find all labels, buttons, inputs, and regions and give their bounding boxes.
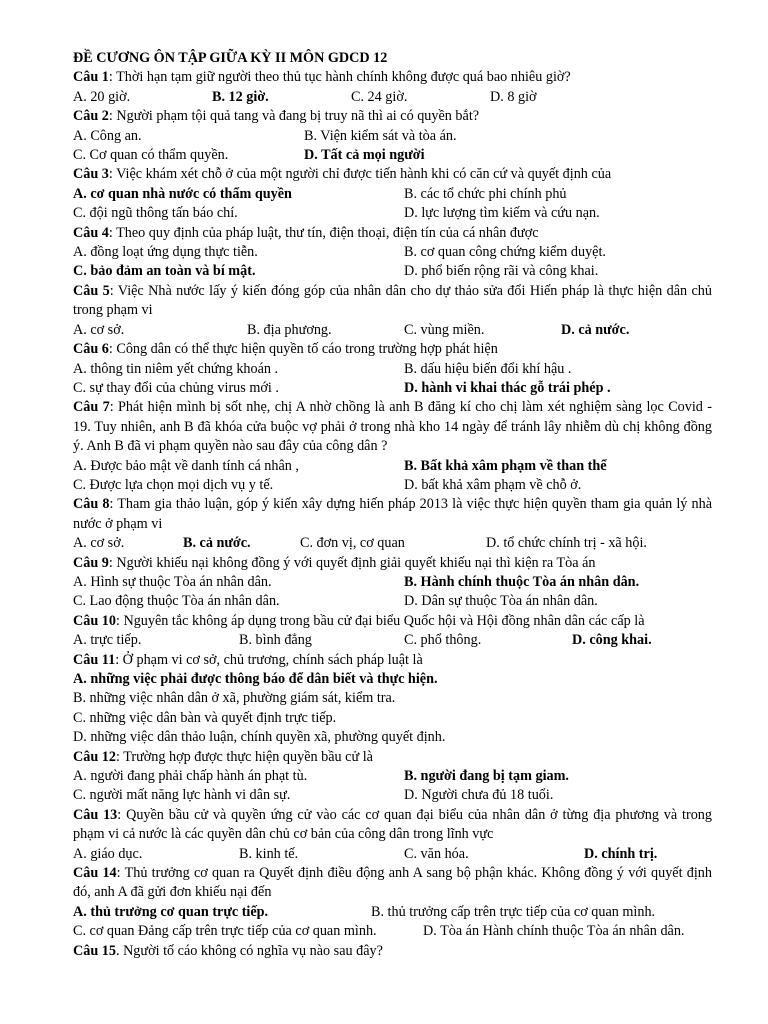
question-list <box>73 68 712 961</box>
question-number: Câu 9 <box>73 554 109 571</box>
question-number: Câu 15 <box>73 942 116 959</box>
answer-option: C. Lao động thuộc Tòa án nhân dân. <box>73 593 280 610</box>
question-stem <box>73 864 712 903</box>
answer-option: B. Viện kiểm sát và tòa án. <box>304 127 457 144</box>
answer-option-correct: B. Hành chính thuộc Tòa án nhân dân. <box>404 573 640 590</box>
question-number: Câu 12 <box>73 748 116 765</box>
answer-option-correct: B. 12 giờ. <box>212 88 269 105</box>
answer-option: D. 8 giờ <box>490 88 537 105</box>
question-stem <box>73 282 712 321</box>
answer-option: A. Công an. <box>73 127 142 144</box>
answer-option: A. Hình sự thuộc Tòa án nhân dân. <box>73 573 272 590</box>
question-number: Câu 5 <box>73 282 110 299</box>
answer-option-correct: B. người đang bị tạm giam. <box>404 768 569 785</box>
question-stem <box>73 495 712 534</box>
question-number: Câu 6 <box>73 341 109 358</box>
options-row <box>73 127 712 146</box>
question <box>73 165 712 223</box>
question <box>73 107 712 165</box>
question-text: : Thời hạn tạm giữ người theo thủ tục hành chính không được quá bao nhiêu giờ? <box>108 69 571 86</box>
answer-option: C. những việc dân bàn và quyết định trực tiếp. <box>73 709 337 726</box>
answer-option: C. đội ngũ thông tấn báo chí. <box>73 205 238 222</box>
answer-option: C. cơ quan Đảng cấp trên trực tiếp của cơ quan mình. <box>73 923 377 940</box>
options-row <box>73 767 712 786</box>
question-stem <box>73 651 712 670</box>
question-number: Câu 8 <box>73 496 110 513</box>
answer-option-correct: D. chính trị. <box>584 845 658 862</box>
answer-option: A. cơ sở. <box>73 321 125 338</box>
answer-option: B. cơ quan công chứng kiểm duyệt. <box>404 244 606 261</box>
question-number: Câu 4 <box>73 224 109 241</box>
question <box>73 282 712 340</box>
answer-option-correct: D. công khai. <box>572 632 652 649</box>
question-stem <box>73 340 712 359</box>
answer-option: C. vùng miền. <box>404 321 485 338</box>
question-stem <box>73 68 712 87</box>
answer-option-correct: A. cơ quan nhà nước có thẩm quyền <box>73 185 292 202</box>
question-number: Câu 7 <box>73 399 110 416</box>
answer-option-correct: C. bảo đảm an toàn và bí mật. <box>73 263 256 280</box>
question-text: : Người khiếu nại không đồng ý với quyết định giải quyết khiếu nại thì kiện ra Tòa án <box>108 554 596 571</box>
question-number: Câu 10 <box>73 612 116 629</box>
question-stem <box>73 748 712 767</box>
question <box>73 224 712 282</box>
answer-option: A. Được bảo mật về danh tính cá nhân , <box>73 457 299 474</box>
question-text: : Việc khám xét chỗ ở của một người chỉ được tiến hành khi có căn cứ và quyết định của <box>108 166 612 183</box>
options-row <box>73 534 712 553</box>
answer-option: A. người đang phải chấp hành án phạt tù. <box>73 768 308 785</box>
question <box>73 495 712 553</box>
options-row <box>73 845 712 864</box>
answer-option: D. lực lượng tìm kiếm và cứu nạn. <box>404 205 600 222</box>
answer-option: B. các tổ chức phi chính phủ <box>404 185 567 202</box>
answer-option: C. đơn vị, cơ quan <box>300 535 405 552</box>
answer-option-correct: D. Tất cả mọi người <box>304 147 425 164</box>
question <box>73 340 712 398</box>
question-text: . Người tố cáo không có nghĩa vụ nào sau đây? <box>115 942 383 959</box>
answer-option-correct: D. cả nước. <box>561 321 630 338</box>
question-text: : Phát hiện mình bị sốt nhẹ, chị A nhờ chồng là anh B đăng kí cho chị làm xét nghiệm sàng lọc Covid - 19. Tuy nhiên, anh B đã khóa cửa buộc vợ phải ở trong nhà kho 14 ngày để tránh lây nhiễm dù chị không đồng ý. Anh B đã vi phạm quyền nào sau đây của công dân ? <box>73 399 712 455</box>
question <box>73 748 712 806</box>
answer-option-correct: D. hành vi khai thác gỗ trái phép . <box>404 379 611 396</box>
question-stem <box>73 554 712 573</box>
answer-option: C. văn hóa. <box>404 845 469 862</box>
options-row <box>73 457 712 476</box>
options-row <box>73 321 712 340</box>
answer-option: B. kinh tế. <box>239 845 299 862</box>
options-row <box>73 903 712 922</box>
question-stem <box>73 612 712 631</box>
question-number: Câu 14 <box>73 865 117 882</box>
answer-option: A. cơ sở. <box>73 535 125 552</box>
options-row <box>73 573 712 592</box>
answer-option: C. Cơ quan có thẩm quyền. <box>73 147 229 164</box>
answer-option: A. giáo dục. <box>73 845 143 862</box>
question-number: Câu 11 <box>73 651 116 668</box>
options-row <box>73 146 712 165</box>
answer-option: D. tổ chức chính trị - xã hội. <box>486 535 647 552</box>
question <box>73 864 712 942</box>
answer-option: D. Người chưa đủ 18 tuổi. <box>404 787 554 804</box>
answer-option: C. phổ thông. <box>404 632 482 649</box>
question-stem <box>73 806 712 845</box>
options-row <box>73 379 712 398</box>
options-row <box>73 922 712 941</box>
question-text: : Công dân có thể thực hiện quyền tố cáo trong trường hợp phát hiện <box>108 341 498 358</box>
question <box>73 806 712 864</box>
options-row <box>73 476 712 495</box>
options-row <box>73 204 712 223</box>
question <box>73 398 712 495</box>
answer-option-correct: B. Bất khả xâm phạm về than thể <box>404 457 607 474</box>
question-text: : Theo quy định của pháp luật, thư tín, điện thoại, điện tín của cá nhân được <box>108 224 539 241</box>
answer-option-correct: A. thủ trưởng cơ quan trực tiếp. <box>73 903 269 920</box>
question <box>73 68 712 107</box>
document-title: ĐỀ CƯƠNG ÔN TẬP GIỮA KỲ II MÔN GDCD 12 <box>73 50 388 66</box>
options-row <box>73 360 712 379</box>
options-row <box>73 88 712 107</box>
answer-option: D. những việc dân thảo luận, chính quyền xã, phường quyết định. <box>73 729 446 746</box>
question-number: Câu 3 <box>73 166 109 183</box>
question-text: : Thủ trưởng cơ quan ra Quyết định điều động anh A sang bộ phận khác. Không đồng ý với quyết định đó, anh A đã gửi đơn khiếu nại đến <box>73 865 712 901</box>
options-row <box>73 631 712 650</box>
answer-option: A. 20 giờ. <box>73 88 131 105</box>
options-row <box>73 592 712 611</box>
options-row <box>73 243 712 262</box>
answer-option: D. Dân sự thuộc Tòa án nhân dân. <box>404 593 598 610</box>
question <box>73 612 712 651</box>
answer-option: B. thủ trưởng cấp trên trực tiếp của cơ quan mình. <box>371 903 656 920</box>
answer-option: D. bất khả xâm phạm về chỗ ở. <box>404 476 582 493</box>
answer-option: C. sự thay đổi của chủng virus mới . <box>73 379 279 396</box>
answer-option: B. những việc nhân dân ở xã, phường giám sát, kiểm tra. <box>73 690 396 707</box>
question-text: : Tham gia thảo luận, góp ý kiến xây dựng hiến pháp 2013 là việc thực hiện quyền tham gia quản lý nhà nước ở phạm vi <box>73 496 713 532</box>
answer-option: D. Tòa án Hành chính thuộc Tòa án nhân dân. <box>423 923 685 940</box>
answer-option: B. bình đẳng <box>239 632 312 649</box>
question <box>73 554 712 612</box>
question-stem <box>73 165 712 184</box>
answer-option: D. phổ biến rộng rãi và công khai. <box>404 263 599 280</box>
answer-option: A. trực tiếp. <box>73 632 142 649</box>
question-text: : Quyền bầu cử và quyền ứng cử vào các cơ quan đại biểu của nhân dân ở từng địa phương và trong phạm vi cả nước là các quyền dân chủ cơ bản của công dân trong lĩnh vực <box>73 806 712 843</box>
question-number: Câu 13 <box>73 806 118 823</box>
options-row <box>73 185 712 204</box>
answer-option: B. dấu hiệu biến đổi khí hậu . <box>404 360 572 377</box>
options-row <box>73 786 712 805</box>
question-text: : Nguyên tắc không áp dụng trong bầu cử đại biểu Quốc hội và Hội đồng nhân dân các cấp là <box>115 612 645 629</box>
question-text: : Trường hợp được thực hiện quyền bầu cử là <box>115 748 373 765</box>
answer-option: C. 24 giờ. <box>351 88 408 105</box>
options-row <box>73 262 712 281</box>
question-number: Câu 2 <box>73 108 109 125</box>
question-number: Câu 1 <box>73 69 109 86</box>
question-text: : Việc Nhà nước lấy ý kiến đóng góp của nhân dân cho dự thảo sửa đổi Hiến pháp là thực hiện dân chủ trong phạm vi <box>73 282 712 319</box>
answer-option-correct: B. cả nước. <box>183 535 251 552</box>
question-stem <box>73 942 712 961</box>
question-text: : Ở phạm vi cơ sở, chủ trương, chính sách pháp luật là <box>115 651 423 668</box>
answer-option: C. người mất năng lực hành vi dân sự. <box>73 787 291 804</box>
answer-option: A. đồng loạt ứng dụng thực tiễn. <box>73 244 258 261</box>
answer-option: A. thông tin niêm yết chứng khoán . <box>73 360 279 377</box>
question-stem <box>73 107 712 126</box>
question-stem <box>73 224 712 243</box>
question-text: : Người phạm tội quả tang và đang bị truy nã thì ai có quyền bắt? <box>108 108 480 125</box>
question <box>73 651 712 748</box>
question-stem <box>73 398 712 456</box>
question <box>73 942 712 961</box>
answer-option: C. Được lựa chọn mọi dịch vụ y tế. <box>73 476 274 493</box>
answer-option: B. địa phương. <box>247 321 332 338</box>
answer-option-correct: A. những việc phải được thông báo để dân biết và thực hiện. <box>73 671 438 687</box>
